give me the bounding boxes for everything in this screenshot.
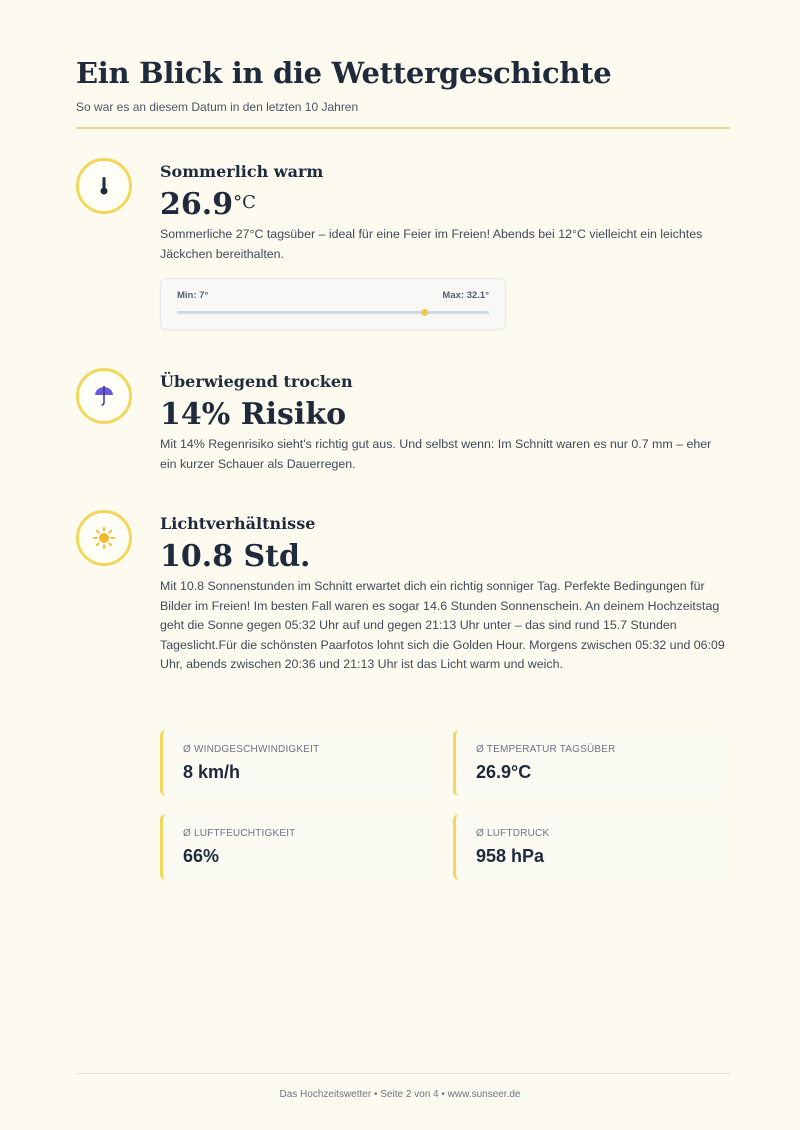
temperature-title: Sommerlich warm — [160, 162, 324, 181]
stat-card-humidity — [160, 814, 435, 880]
stat-label: Ø WINDGESCHWINDIGKEIT — [183, 744, 320, 755]
umbrella-icon — [76, 368, 132, 424]
page-title: Ein Blick in die Wettergeschichte — [76, 56, 612, 90]
rain-description: Mit 14% Regenrisiko sieht's richtig gut aus. Und selbst wenn: Im Schnitt waren es nur 0.7 mm – eher ein kurzer Schauer als Dauerregen. — [160, 437, 712, 471]
sun-description: Mit 10.8 Sonnenstunden im Schnitt erwartet dich ein richtig sonniger Tag. Perfekte Bedingungen für Bilder im Freien! Im besten Fall waren es sogar 14.6 Stunden Sonnenschein. An deinem Hochzeitstag geht die Sonne gegen 05:32 Uhr auf und gegen 21:13 Uhr unter – das sind rund 15.7 Stunden Tageslicht.Für die schönsten Paarfotos lohnt sich die Golden Hour. Morgens zwischen 05:32 und 06:09 Uhr, abends zwischen 20:36 und 21:13 Uhr ist das Licht warm und weich. — [160, 579, 725, 671]
range-max-label: Max: 32.1° — [442, 290, 489, 301]
sun-icon — [76, 510, 132, 566]
sun-title: Lichtverhältnisse — [160, 514, 316, 533]
stat-value: 958 hPa — [476, 846, 545, 866]
range-track — [177, 311, 489, 314]
page-subtitle: So war es an diesem Datum in den letzten 10 Jahren — [76, 100, 359, 114]
stat-label: Ø LUFTDRUCK — [476, 828, 550, 839]
header-divider — [76, 127, 730, 129]
stat-label: Ø LUFTFEUCHTIGKEIT — [183, 828, 296, 839]
stat-card-wind — [160, 730, 435, 796]
stat-card-temperature — [453, 730, 728, 796]
temperature-description: Sommerliche 27°C tagsüber – ideal für eine Feier im Freien! Abends bei 12°C vielleicht ein leichtes Jäckchen bereithalten. — [160, 227, 703, 261]
stat-value: 8 km/h — [183, 762, 241, 782]
stat-label: Ø TEMPERATUR TAGSÜBER — [476, 744, 616, 755]
range-min-label: Min: 7° — [177, 290, 209, 301]
temperature-number: 26.9 — [160, 187, 234, 222]
thermometer-icon — [76, 158, 132, 214]
stat-value: 26.9°C — [476, 762, 532, 782]
temperature-range-card — [160, 278, 506, 330]
range-marker — [421, 309, 428, 316]
stat-card-pressure — [453, 814, 728, 880]
rain-title: Überwiegend trocken — [160, 372, 353, 391]
temperature-value — [160, 187, 730, 223]
page-header — [76, 56, 730, 114]
rain-value: 14% Risiko — [160, 397, 347, 432]
temperature-unit: °C — [233, 192, 256, 213]
page-footer: Das Hochzeitswetter • Seite 2 von 4 • www.sunseer.de — [279, 1089, 521, 1100]
sun-value: 10.8 Std. — [160, 539, 311, 574]
footer-divider — [76, 1073, 730, 1074]
stat-value: 66% — [183, 846, 220, 866]
